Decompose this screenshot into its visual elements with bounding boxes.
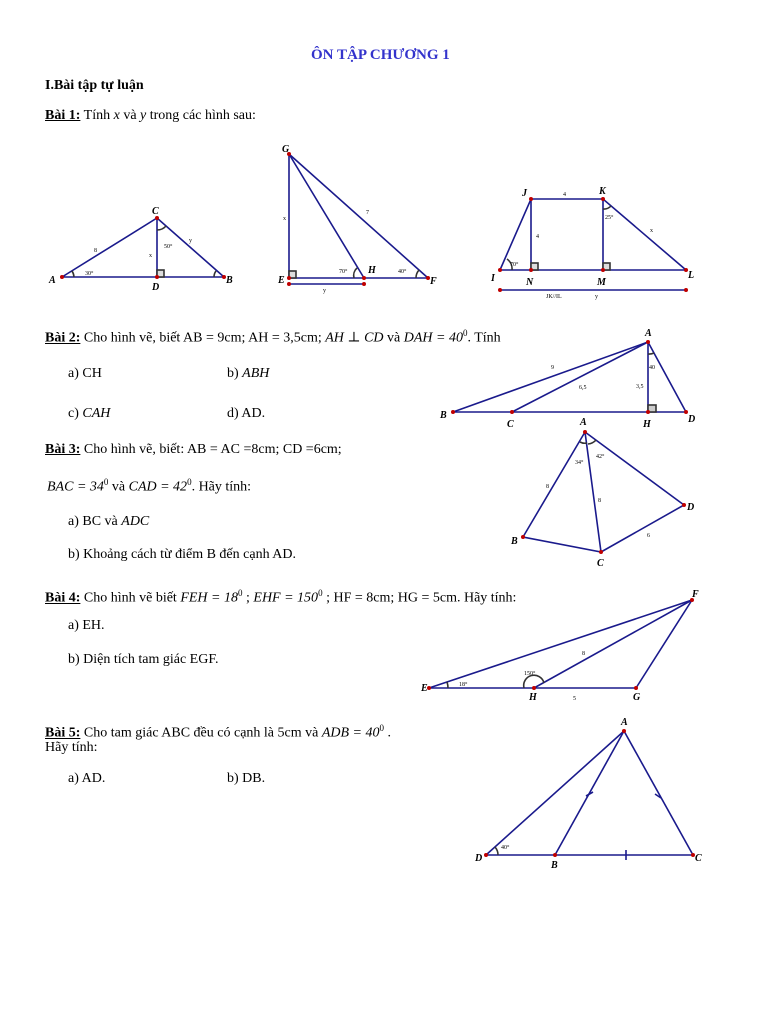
math: DAH = 40 — [403, 330, 463, 346]
side-4-left: 4 — [536, 234, 539, 240]
figure-bai4 — [429, 600, 692, 688]
math: FEH = 18 — [180, 590, 238, 606]
label-M: M — [597, 277, 606, 288]
angle-25: 25° — [605, 215, 614, 221]
math: AH ⊥ CD — [325, 330, 384, 346]
label-D: D — [688, 414, 696, 425]
question-2d: d) AD. — [227, 406, 266, 421]
question-4b: b) Diện tích tam giác EGF. — [68, 652, 219, 667]
degree: 0 — [462, 328, 468, 338]
math: ADB = 40 — [321, 725, 380, 741]
label-C: C — [507, 419, 514, 430]
label-L: L — [688, 270, 695, 281]
question-3b: b) Khoảng cách từ điểm B đến cạnh AD. — [68, 547, 297, 562]
text: b) — [227, 366, 243, 381]
text: . — [384, 725, 392, 741]
text: Cho hình vẽ, biết: AB = AC =8cm; CD =6cm; — [80, 442, 342, 457]
side-5: 5 — [573, 696, 576, 702]
figure-bai3 — [523, 432, 684, 552]
text: . Hãy tính: — [191, 479, 252, 495]
degree: 0 — [379, 723, 385, 733]
angle-40: 40° — [501, 845, 510, 851]
label-B: B — [440, 410, 447, 421]
angle-150: 150° — [524, 671, 536, 677]
math: EHF = 150 — [253, 590, 319, 606]
label-C: C — [695, 853, 702, 864]
degree: 0 — [187, 477, 192, 487]
exercise-label: Bài 3: — [45, 442, 81, 457]
text: Cho hình vẽ, biết AB = 9cm; AH = 3,5cm; — [80, 330, 326, 346]
exercise-5-line2: Hãy tính: — [45, 740, 98, 755]
text: Tính — [80, 108, 114, 123]
figure-efg — [289, 154, 428, 284]
side-CD: 6 — [647, 533, 650, 539]
angle-40: 40 — [649, 365, 655, 371]
label-A: A — [645, 328, 652, 339]
angle-30: 30° — [85, 271, 94, 277]
text: . Tính — [467, 330, 501, 346]
label-G: G — [282, 144, 290, 155]
label-G: G — [633, 692, 641, 703]
degree: 0 — [238, 588, 243, 598]
text: trong các hình sau: — [146, 108, 256, 123]
label-A: A — [621, 717, 628, 728]
label-D: D — [152, 282, 160, 293]
label-H: H — [643, 419, 651, 430]
label-E: E — [278, 275, 285, 286]
exercise-label: Bài 1: — [45, 108, 81, 123]
angle-42: 42° — [596, 454, 605, 460]
math: CAH — [82, 406, 111, 421]
label-K: K — [599, 186, 606, 197]
question-2a: a) CH — [68, 366, 102, 381]
var-x: x — [113, 108, 120, 123]
question-4a: a) EH. — [68, 618, 105, 633]
label-N: N — [526, 277, 534, 288]
exercise-label: Bài 4: — [45, 590, 81, 606]
figure-bai2 — [453, 342, 686, 412]
side-x: x — [149, 253, 152, 259]
angle-40: 40° — [398, 269, 407, 275]
points — [60, 152, 695, 857]
text: và — [383, 330, 404, 346]
side-y: y — [595, 294, 598, 300]
figure-bai5 — [486, 731, 693, 860]
parallel-note: JK//IL — [546, 294, 562, 300]
text: a) BC và — [68, 514, 122, 529]
exercise-label: Bài 5: — [45, 725, 81, 741]
var-y: y — [140, 108, 147, 123]
side-3-5: 3,5 — [636, 384, 644, 390]
label-I: I — [491, 273, 495, 284]
side-x: x — [283, 216, 286, 222]
label-E: E — [421, 683, 428, 694]
angle-70: 70° — [510, 262, 519, 268]
label-B: B — [551, 860, 558, 871]
angle-50: 50° — [164, 244, 173, 250]
label-D: D — [475, 853, 483, 864]
text: Cho hình vẽ biết — [80, 590, 181, 606]
figure-abc — [62, 218, 224, 277]
label-H: H — [529, 692, 537, 703]
page-title: ÔN TẬP CHƯƠNG 1 — [311, 47, 450, 63]
math: ADC — [121, 514, 150, 529]
degree: 0 — [103, 477, 109, 487]
side-AC: 8 — [598, 498, 601, 504]
text: và — [108, 479, 129, 495]
degree: 0 — [318, 588, 323, 598]
text: và — [119, 108, 141, 123]
angle-34: 34° — [575, 460, 584, 466]
label-B: B — [511, 536, 518, 547]
label-J: J — [522, 188, 527, 199]
question-5a: a) AD. — [68, 771, 106, 786]
math: ABH — [242, 366, 270, 381]
text: c) — [68, 406, 83, 421]
side-x: x — [650, 228, 653, 234]
side-8: 8 — [582, 651, 585, 657]
label-C: C — [152, 206, 159, 217]
question-5b: b) DB. — [227, 771, 266, 786]
label-F: F — [692, 589, 699, 600]
side-4-top: 4 — [563, 192, 566, 198]
exercise-label: Bài 2: — [45, 330, 81, 346]
side-9: 9 — [551, 365, 554, 371]
label-A: A — [49, 275, 56, 286]
angle-70: 70° — [339, 269, 348, 275]
side-y: y — [189, 238, 192, 244]
side-y: y — [323, 288, 326, 294]
side-8: 8 — [94, 248, 97, 254]
angle-18: 18° — [459, 682, 468, 688]
label-C: C — [597, 558, 604, 569]
label-B: B — [226, 275, 233, 286]
side-AB: 8 — [546, 484, 549, 490]
label-A: A — [580, 417, 587, 428]
side-6-5: 6,5 — [579, 385, 587, 391]
section-heading: I.Bài tập tự luận — [45, 78, 144, 93]
label-D: D — [687, 502, 695, 513]
label-H: H — [368, 265, 376, 276]
side-7: 7 — [366, 210, 369, 216]
math: CAD = 42 — [128, 479, 188, 495]
label-F: F — [430, 276, 437, 287]
math: BAC = 34 — [47, 479, 104, 495]
text: ; HF = 8cm; HG = 5cm. Hãy tính: — [322, 590, 517, 606]
text: Cho tam giác ABC đều có cạnh là 5cm và — [80, 725, 322, 741]
text: ; — [242, 590, 254, 606]
